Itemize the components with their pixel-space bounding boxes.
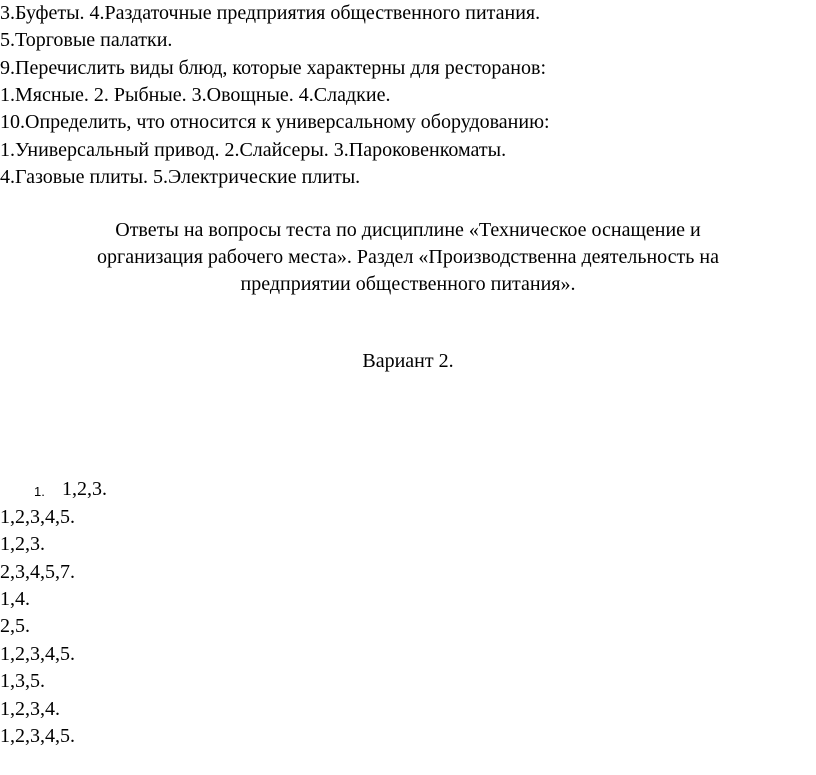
question-line: 9.Перечислить виды блюд, которые характерны для ресторанов: bbox=[0, 57, 546, 79]
answer-item: 1,2,3. bbox=[0, 533, 45, 555]
question-line: 4.Газовые плиты. 5.Электрические плиты. bbox=[0, 166, 361, 188]
question-line: 5.Торговые палатки. bbox=[0, 29, 173, 51]
heading-line: предприятии общественного питания». bbox=[240, 273, 576, 295]
answer-item: 1,3,5. bbox=[0, 670, 45, 692]
variant-title: Вариант 2. bbox=[362, 350, 454, 372]
heading-line: организация рабочего места». Раздел «Производственна деятельность на bbox=[97, 246, 719, 268]
answer-item: 1,2,3,4. bbox=[0, 698, 60, 720]
question-line: 10.Определить, что относится к универсальному оборудованию: bbox=[0, 111, 550, 133]
answer-item: 1,4. bbox=[0, 588, 30, 610]
answer-item: 1,2,3,4,5. bbox=[0, 643, 75, 665]
question-line: 3.Буфеты. 4.Раздаточные предприятия общественного питания. bbox=[0, 2, 541, 24]
answer-item: 1,2,3,4,5. bbox=[0, 725, 75, 747]
answer-item: 1,2,3. bbox=[62, 478, 107, 500]
answer-item: 2,5. bbox=[0, 615, 30, 637]
question-line: 1.Мясные. 2. Рыбные. 3.Овощные. 4.Сладкие. bbox=[0, 84, 391, 106]
list-number: 1. bbox=[34, 484, 45, 499]
answer-item: 1,2,3,4,5. bbox=[0, 506, 75, 528]
question-line: 1.Универсальный привод. 2.Слайсеры. 3.Пароковенкоматы. bbox=[0, 139, 507, 161]
answer-item: 2,3,4,5,7. bbox=[0, 561, 75, 583]
heading-line: Ответы на вопросы теста по дисциплине «Техническое оснащение и bbox=[115, 219, 701, 241]
